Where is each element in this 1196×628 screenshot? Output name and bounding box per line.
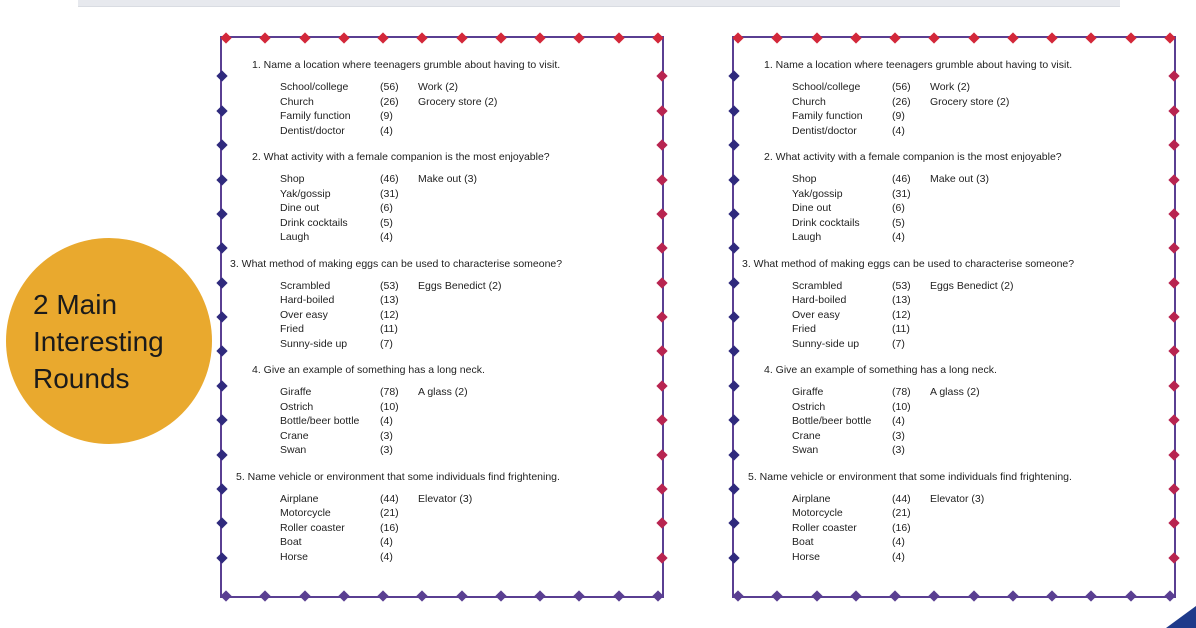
border-marker bbox=[732, 32, 743, 43]
answer-extra bbox=[930, 293, 1174, 308]
rounds-badge bbox=[6, 238, 212, 444]
answer-extra bbox=[418, 109, 662, 124]
survey-sheet-left bbox=[220, 36, 664, 598]
answer-extra bbox=[418, 230, 662, 245]
border-marker bbox=[220, 32, 231, 43]
answer-name: Ostrich bbox=[280, 400, 314, 413]
answer-extra bbox=[418, 124, 662, 139]
badge-line: Interesting bbox=[33, 325, 164, 357]
answer-list bbox=[792, 492, 1174, 565]
answer-name: Bottle/beer bottle bbox=[280, 415, 360, 427]
answer-name: Over easy bbox=[280, 308, 328, 321]
answer-extra bbox=[930, 443, 1174, 458]
answer-count: (6) bbox=[380, 202, 393, 214]
answer-extra bbox=[930, 550, 1174, 565]
answer-extra bbox=[930, 414, 1174, 429]
answer-name: Family function bbox=[792, 110, 863, 122]
answer-extra: A glass (2) bbox=[418, 386, 468, 398]
answer-extra bbox=[930, 187, 1174, 202]
answer-extra bbox=[930, 109, 1174, 124]
answer-extra bbox=[930, 322, 1174, 337]
answer-extra: Grocery store (2) bbox=[418, 95, 498, 108]
border-marker bbox=[535, 590, 546, 601]
answer-list bbox=[280, 385, 662, 458]
answer-name: School/college bbox=[280, 81, 349, 93]
answer-extra bbox=[930, 216, 1174, 231]
top-bar bbox=[78, 0, 1120, 7]
answer-extra bbox=[418, 216, 662, 231]
answer-count: (16) bbox=[380, 521, 399, 534]
answer-extra bbox=[418, 293, 662, 308]
border-marker bbox=[732, 590, 743, 601]
answer-extra bbox=[418, 337, 662, 352]
question-text: 2. What activity with a female companion is the most enjoyable? bbox=[764, 151, 1062, 163]
answer-name: Laugh bbox=[792, 231, 822, 243]
border-marker bbox=[299, 32, 310, 43]
answer-extra bbox=[418, 308, 662, 323]
border-marker bbox=[495, 590, 506, 601]
answer-name: Dentist/doctor bbox=[280, 124, 345, 137]
answer-count: (4) bbox=[892, 536, 905, 548]
answer-extra bbox=[418, 187, 662, 202]
answer-name: Yak/gossip bbox=[280, 187, 331, 200]
answer-name: Scrambled bbox=[280, 279, 331, 292]
answer-extra: Elevator (3) bbox=[418, 492, 473, 505]
answer-extra bbox=[418, 201, 662, 216]
border-marker bbox=[811, 590, 822, 601]
border-marker bbox=[377, 32, 388, 43]
border-marker bbox=[613, 590, 624, 601]
border-marker bbox=[338, 590, 349, 601]
answer-count: (4) bbox=[892, 550, 905, 563]
answer-extra bbox=[418, 400, 662, 415]
border-marker bbox=[772, 590, 783, 601]
question-text: 3. What method of making eggs can be used to characterise someone? bbox=[230, 257, 563, 270]
answer-name: Yak/gossip bbox=[792, 187, 843, 200]
sheet-content bbox=[734, 58, 1174, 576]
answer-count: (7) bbox=[892, 337, 905, 350]
answer-name: Family function bbox=[280, 110, 351, 122]
answer-name: Dentist/doctor bbox=[792, 124, 857, 137]
answer-extra: A glass (2) bbox=[930, 386, 980, 398]
answer-name: Boat bbox=[792, 536, 814, 548]
border-marker bbox=[417, 590, 428, 601]
answer-name: Boat bbox=[280, 536, 302, 548]
answer-name: Airplane bbox=[280, 492, 319, 505]
question-text: 4. Give an example of something has a long neck. bbox=[764, 364, 997, 376]
answer-count: (12) bbox=[380, 308, 399, 321]
border-marker bbox=[811, 32, 822, 43]
border-marker bbox=[652, 32, 663, 43]
answer-extra bbox=[930, 201, 1174, 216]
answer-name: Ostrich bbox=[792, 400, 826, 413]
answer-list bbox=[280, 80, 662, 138]
answer-extra bbox=[930, 521, 1174, 536]
answer-extra: Work (2) bbox=[418, 81, 459, 93]
answer-count: (56) bbox=[380, 81, 399, 93]
answer-count: (13) bbox=[892, 294, 911, 306]
answer-extra bbox=[930, 308, 1174, 323]
border-marker bbox=[1164, 32, 1175, 43]
answer-name: Fried bbox=[280, 323, 304, 335]
answer-name: Scrambled bbox=[792, 279, 843, 292]
survey-sheet-right bbox=[732, 36, 1176, 598]
answer-count: (9) bbox=[892, 110, 905, 122]
answer-count: (4) bbox=[380, 231, 393, 243]
answer-extra bbox=[930, 535, 1174, 550]
answer-list bbox=[280, 492, 662, 565]
answer-count: (11) bbox=[892, 323, 910, 335]
answer-extra bbox=[418, 535, 662, 550]
border-marker bbox=[1007, 32, 1018, 43]
border-marker bbox=[260, 590, 271, 601]
answer-extra: Make out (3) bbox=[930, 173, 989, 185]
border-marker bbox=[535, 32, 546, 43]
border-marker bbox=[574, 590, 585, 601]
question-text: 1. Name a location where teenagers grumble about having to visit. bbox=[764, 59, 1073, 71]
answer-name: Hard-boiled bbox=[280, 294, 335, 306]
answer-name: Sunny-side up bbox=[280, 337, 348, 350]
question-text: 4. Give an example of something has a long neck. bbox=[252, 364, 485, 376]
answer-count: (3) bbox=[380, 429, 393, 442]
answer-count: (78) bbox=[380, 386, 399, 398]
answer-name: Giraffe bbox=[280, 386, 312, 398]
answer-count: (26) bbox=[892, 95, 911, 108]
border-marker bbox=[929, 32, 940, 43]
answer-extra bbox=[930, 230, 1174, 245]
answer-extra bbox=[418, 414, 662, 429]
answer-count: (5) bbox=[892, 216, 905, 229]
border-marker bbox=[574, 32, 585, 43]
answer-extra: Work (2) bbox=[930, 81, 971, 93]
answer-extra bbox=[930, 337, 1174, 352]
answer-count: (46) bbox=[892, 173, 911, 185]
border-marker bbox=[929, 590, 940, 601]
question-text: 2. What activity with a female companion is the most enjoyable? bbox=[252, 151, 550, 163]
border-marker bbox=[1047, 32, 1058, 43]
question-text: 3. What method of making eggs can be used to characterise someone? bbox=[742, 257, 1075, 270]
border-marker bbox=[417, 32, 428, 43]
answer-count: (10) bbox=[380, 400, 399, 413]
answer-list bbox=[792, 279, 1174, 352]
answer-extra: Make out (3) bbox=[418, 173, 477, 185]
answer-count: (4) bbox=[380, 415, 393, 427]
answer-count: (3) bbox=[892, 444, 905, 456]
badge-text bbox=[33, 286, 164, 397]
answer-name: Drink cocktails bbox=[792, 216, 860, 229]
answer-extra: Eggs Benedict (2) bbox=[418, 279, 502, 292]
answer-list bbox=[792, 80, 1174, 138]
answer-count: (4) bbox=[380, 536, 393, 548]
answer-extra: Grocery store (2) bbox=[930, 95, 1010, 108]
answer-count: (9) bbox=[380, 110, 393, 122]
border-marker bbox=[299, 590, 310, 601]
answer-list bbox=[792, 172, 1174, 245]
border-marker bbox=[850, 32, 861, 43]
border-marker bbox=[456, 32, 467, 43]
answer-count: (4) bbox=[380, 124, 393, 137]
answer-count: (31) bbox=[380, 187, 399, 200]
border-marker bbox=[260, 32, 271, 43]
answer-name: Laugh bbox=[280, 231, 310, 243]
answer-name: Shop bbox=[792, 173, 817, 185]
answer-extra bbox=[418, 443, 662, 458]
border-marker bbox=[652, 590, 663, 601]
answer-count: (4) bbox=[380, 550, 393, 563]
answer-name: Crane bbox=[792, 429, 821, 442]
answer-name: Giraffe bbox=[792, 386, 824, 398]
answer-extra bbox=[930, 506, 1174, 521]
border-marker bbox=[495, 32, 506, 43]
answer-count: (46) bbox=[380, 173, 399, 185]
border-marker bbox=[1047, 590, 1058, 601]
question-text: 1. Name a location where teenagers grumble about having to visit. bbox=[252, 59, 561, 71]
answer-extra bbox=[930, 429, 1174, 444]
border-marker bbox=[968, 32, 979, 43]
border-marker bbox=[1007, 590, 1018, 601]
answer-count: (5) bbox=[380, 216, 393, 229]
answer-count: (3) bbox=[892, 429, 905, 442]
border-marker bbox=[889, 32, 900, 43]
border-marker bbox=[377, 590, 388, 601]
answer-name: Motorcycle bbox=[792, 507, 843, 519]
answer-extra bbox=[418, 506, 662, 521]
badge-line: Rounds bbox=[33, 362, 130, 394]
answer-name: Church bbox=[792, 95, 826, 108]
answer-name: Dine out bbox=[792, 202, 832, 214]
question-text: 5. Name vehicle or environment that some individuals find frightening. bbox=[236, 470, 560, 483]
answer-count: (31) bbox=[892, 187, 911, 200]
answer-count: (7) bbox=[380, 337, 393, 350]
border-marker bbox=[772, 32, 783, 43]
answer-count: (26) bbox=[380, 95, 399, 108]
answer-name: Sunny-side up bbox=[792, 337, 860, 350]
answer-name: Roller coaster bbox=[792, 521, 857, 534]
answer-count: (56) bbox=[892, 81, 911, 93]
answer-count: (53) bbox=[892, 279, 911, 292]
answer-count: (6) bbox=[892, 202, 905, 214]
border-marker bbox=[1164, 590, 1175, 601]
answer-count: (78) bbox=[892, 386, 911, 398]
answer-extra: Elevator (3) bbox=[930, 492, 985, 505]
answer-name: Roller coaster bbox=[280, 521, 345, 534]
badge-line: 2 Main bbox=[33, 288, 118, 320]
answer-name: Motorcycle bbox=[280, 507, 331, 519]
answer-count: (10) bbox=[892, 400, 911, 413]
border-marker bbox=[1125, 590, 1136, 601]
answer-name: Airplane bbox=[792, 492, 831, 505]
answer-name: Swan bbox=[792, 444, 819, 456]
border-marker bbox=[220, 590, 231, 601]
border-marker bbox=[968, 590, 979, 601]
answer-extra: Eggs Benedict (2) bbox=[930, 279, 1014, 292]
answer-name: Dine out bbox=[280, 202, 320, 214]
answer-extra bbox=[418, 322, 662, 337]
answer-count: (4) bbox=[892, 231, 905, 243]
answer-count: (44) bbox=[380, 492, 399, 505]
corner-decoration bbox=[1166, 606, 1196, 628]
answer-count: (4) bbox=[892, 124, 905, 137]
answer-list bbox=[280, 279, 662, 352]
answer-name: Swan bbox=[280, 444, 307, 456]
border-marker bbox=[338, 32, 349, 43]
answer-count: (21) bbox=[892, 507, 911, 519]
border-marker bbox=[850, 590, 861, 601]
answer-name: Horse bbox=[792, 550, 821, 563]
answer-count: (16) bbox=[892, 521, 911, 534]
answer-count: (12) bbox=[892, 308, 911, 321]
answer-name: School/college bbox=[792, 81, 861, 93]
border-marker bbox=[1086, 32, 1097, 43]
answer-name: Fried bbox=[792, 323, 816, 335]
border-marker bbox=[456, 590, 467, 601]
answer-name: Drink cocktails bbox=[280, 216, 348, 229]
answer-list bbox=[280, 172, 662, 245]
answer-name: Hard-boiled bbox=[792, 294, 847, 306]
answer-extra bbox=[418, 429, 662, 444]
answer-extra bbox=[418, 550, 662, 565]
answer-count: (53) bbox=[380, 279, 399, 292]
sheet-content bbox=[222, 58, 662, 576]
answer-count: (21) bbox=[380, 507, 399, 519]
answer-extra bbox=[930, 124, 1174, 139]
border-marker bbox=[613, 32, 624, 43]
answer-count: (3) bbox=[380, 444, 393, 456]
border-marker bbox=[1125, 32, 1136, 43]
answer-list bbox=[792, 385, 1174, 458]
answer-name: Church bbox=[280, 95, 314, 108]
answer-extra bbox=[418, 521, 662, 536]
answer-extra bbox=[930, 400, 1174, 415]
answer-count: (11) bbox=[380, 323, 398, 335]
answer-name: Over easy bbox=[792, 308, 840, 321]
answer-name: Bottle/beer bottle bbox=[792, 415, 872, 427]
question-text: 5. Name vehicle or environment that some individuals find frightening. bbox=[748, 470, 1072, 483]
answer-count: (4) bbox=[892, 415, 905, 427]
answer-name: Shop bbox=[280, 173, 305, 185]
answer-count: (44) bbox=[892, 492, 911, 505]
answer-name: Crane bbox=[280, 429, 309, 442]
border-marker bbox=[1086, 590, 1097, 601]
answer-name: Horse bbox=[280, 550, 309, 563]
border-marker bbox=[889, 590, 900, 601]
answer-count: (13) bbox=[380, 294, 399, 306]
